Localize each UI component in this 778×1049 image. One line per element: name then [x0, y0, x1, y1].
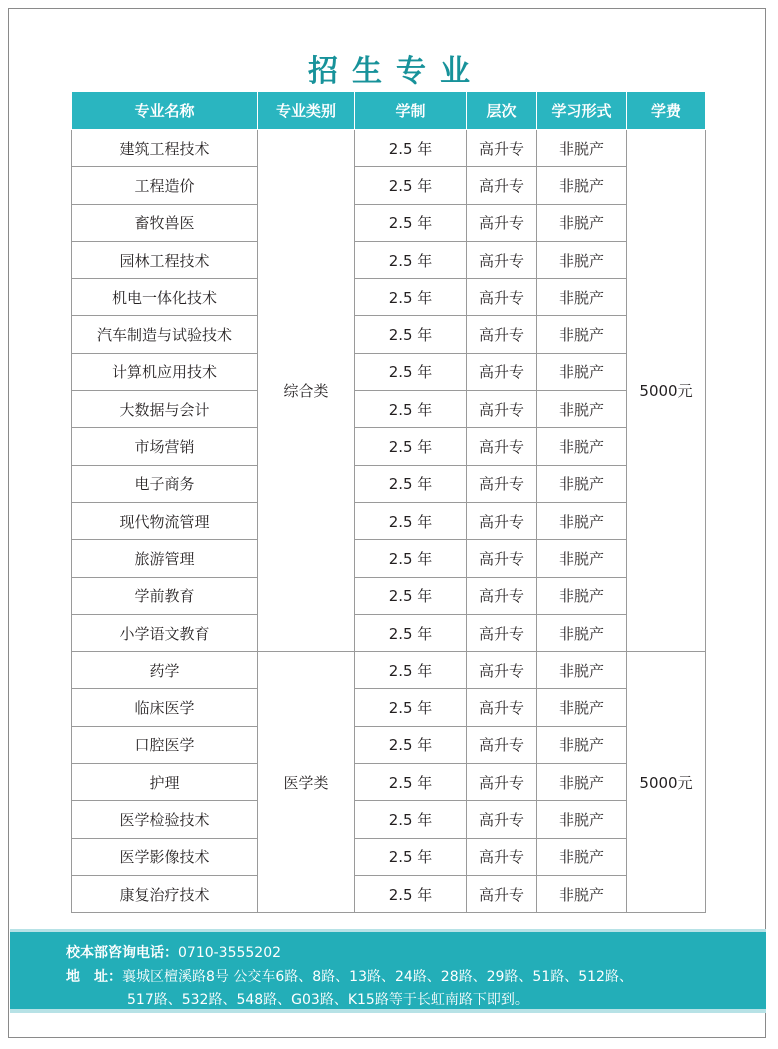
study-mode-cell: 非脱产: [537, 279, 627, 316]
study-mode-cell: 非脱产: [537, 801, 627, 838]
level-cell: 高升专: [467, 167, 537, 204]
table-body: [72, 130, 706, 913]
study-mode-cell: 非脱产: [537, 391, 627, 428]
level-cell: 高升专: [467, 465, 537, 502]
level-cell: 高升专: [467, 764, 537, 801]
major-name-cell: 机电一体化技术: [72, 279, 258, 316]
major-name-cell: 小学语文教育: [72, 614, 258, 651]
duration-cell: 2.5 年: [355, 875, 467, 912]
table-row: [72, 577, 706, 614]
duration-cell: 2.5 年: [355, 540, 467, 577]
table-row: [72, 241, 706, 278]
duration-cell: 2.5 年: [355, 838, 467, 875]
study-mode-cell: 非脱产: [537, 428, 627, 465]
study-mode-cell: 非脱产: [537, 652, 627, 689]
duration-cell: 2.5 年: [355, 279, 467, 316]
duration-cell: 2.5 年: [355, 167, 467, 204]
major-name-cell: 建筑工程技术: [72, 130, 258, 167]
level-cell: 高升专: [467, 279, 537, 316]
major-name-cell: 学前教育: [72, 577, 258, 614]
major-name-cell: 医学影像技术: [72, 838, 258, 875]
majors-table: [71, 91, 706, 913]
study-mode-cell: 非脱产: [537, 540, 627, 577]
major-name-cell: 大数据与会计: [72, 391, 258, 428]
major-name-cell: 市场营销: [72, 428, 258, 465]
study-mode-cell: 非脱产: [537, 502, 627, 539]
duration-cell: 2.5 年: [355, 391, 467, 428]
header-duration: 学制: [355, 92, 467, 130]
major-name-cell: 园林工程技术: [72, 241, 258, 278]
level-cell: 高升专: [467, 391, 537, 428]
level-cell: 高升专: [467, 316, 537, 353]
address-line: [66, 966, 633, 986]
table-header-row: [72, 92, 706, 130]
duration-cell: 2.5 年: [355, 316, 467, 353]
category-cell: 医学类: [258, 652, 355, 913]
study-mode-cell: 非脱产: [537, 689, 627, 726]
table-row: [72, 614, 706, 651]
table-row: [72, 875, 706, 912]
header-category: 专业类别: [258, 92, 355, 130]
study-mode-cell: 非脱产: [537, 167, 627, 204]
duration-cell: 2.5 年: [355, 130, 467, 167]
header-level: 层次: [467, 92, 537, 130]
major-name-cell: 临床医学: [72, 689, 258, 726]
level-cell: 高升专: [467, 577, 537, 614]
duration-cell: 2.5 年: [355, 689, 467, 726]
study-mode-cell: 非脱产: [537, 465, 627, 502]
table-row: [72, 540, 706, 577]
major-name-cell: 畜牧兽医: [72, 204, 258, 241]
study-mode-cell: 非脱产: [537, 241, 627, 278]
table-row: [72, 130, 706, 167]
major-name-cell: 电子商务: [72, 465, 258, 502]
duration-cell: 2.5 年: [355, 353, 467, 390]
level-cell: 高升专: [467, 801, 537, 838]
study-mode-cell: 非脱产: [537, 726, 627, 763]
major-name-cell: 现代物流管理: [72, 502, 258, 539]
study-mode-cell: 非脱产: [537, 316, 627, 353]
level-cell: 高升专: [467, 428, 537, 465]
duration-cell: 2.5 年: [355, 502, 467, 539]
phone-label: 校本部咨询电话：: [66, 945, 178, 961]
study-mode-cell: 非脱产: [537, 614, 627, 651]
table-row: [72, 652, 706, 689]
address-label: 地 址：: [66, 969, 122, 985]
level-cell: 高升专: [467, 838, 537, 875]
table-row: [72, 391, 706, 428]
header-major-name: 专业名称: [72, 92, 258, 130]
duration-cell: 2.5 年: [355, 241, 467, 278]
table-row: [72, 801, 706, 838]
level-cell: 高升专: [467, 502, 537, 539]
phone-line: [66, 942, 281, 962]
study-mode-cell: 非脱产: [537, 838, 627, 875]
table-row: [72, 502, 706, 539]
table-row: [72, 726, 706, 763]
duration-cell: 2.5 年: [355, 652, 467, 689]
table-row: [72, 316, 706, 353]
duration-cell: 2.5 年: [355, 801, 467, 838]
duration-cell: 2.5 年: [355, 577, 467, 614]
major-name-cell: 工程造价: [72, 167, 258, 204]
study-mode-cell: 非脱产: [537, 577, 627, 614]
contact-footer: [10, 929, 766, 1013]
study-mode-cell: 非脱产: [537, 764, 627, 801]
major-name-cell: 计算机应用技术: [72, 353, 258, 390]
major-name-cell: 口腔医学: [72, 726, 258, 763]
duration-cell: 2.5 年: [355, 204, 467, 241]
major-name-cell: 康复治疗技术: [72, 875, 258, 912]
major-name-cell: 药学: [72, 652, 258, 689]
duration-cell: 2.5 年: [355, 428, 467, 465]
level-cell: 高升专: [467, 353, 537, 390]
table-row: [72, 689, 706, 726]
level-cell: 高升专: [467, 241, 537, 278]
table-row: [72, 279, 706, 316]
level-cell: 高升专: [467, 130, 537, 167]
level-cell: 高升专: [467, 726, 537, 763]
major-name-cell: 旅游管理: [72, 540, 258, 577]
header-study-mode: 学习形式: [537, 92, 627, 130]
level-cell: 高升专: [467, 540, 537, 577]
study-mode-cell: 非脱产: [537, 130, 627, 167]
duration-cell: 2.5 年: [355, 465, 467, 502]
tuition-cell: 5000元: [627, 130, 706, 652]
address-text-1: 襄城区檀溪路8号 公交车6路、8路、13路、24路、28路、29路、51路、512路、: [122, 969, 633, 985]
duration-cell: 2.5 年: [355, 614, 467, 651]
major-name-cell: 汽车制造与试验技术: [72, 316, 258, 353]
level-cell: 高升专: [467, 614, 537, 651]
category-cell: 综合类: [258, 130, 355, 652]
level-cell: 高升专: [467, 204, 537, 241]
header-tuition: 学费: [627, 92, 706, 130]
level-cell: 高升专: [467, 652, 537, 689]
duration-cell: 2.5 年: [355, 726, 467, 763]
table-row: [72, 838, 706, 875]
major-name-cell: 医学检验技术: [72, 801, 258, 838]
tuition-cell: 5000元: [627, 652, 706, 913]
table-row: [72, 428, 706, 465]
address-line-2: 517路、532路、548路、G03路、K15路等于长虹南路下即到。: [127, 992, 529, 1008]
study-mode-cell: 非脱产: [537, 875, 627, 912]
study-mode-cell: 非脱产: [537, 204, 627, 241]
duration-cell: 2.5 年: [355, 764, 467, 801]
study-mode-cell: 非脱产: [537, 353, 627, 390]
table-row: [72, 353, 706, 390]
table-row: [72, 764, 706, 801]
major-name-cell: 护理: [72, 764, 258, 801]
level-cell: 高升专: [467, 689, 537, 726]
page-title: 招生专业: [308, 54, 484, 89]
table-row: [72, 204, 706, 241]
phone-number: 0710-3555202: [178, 945, 282, 961]
level-cell: 高升专: [467, 875, 537, 912]
table-row: [72, 167, 706, 204]
table-row: [72, 465, 706, 502]
